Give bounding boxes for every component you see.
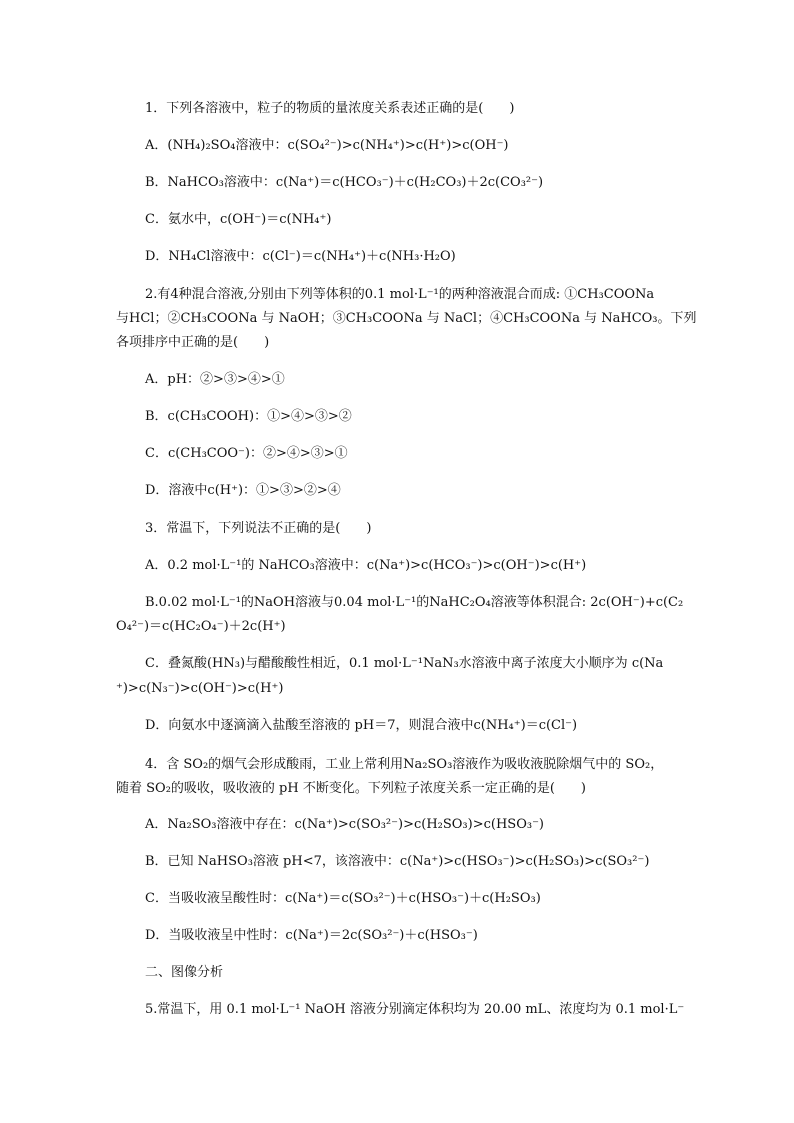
question-3-option-c-line-1: C．叠氮酸(HN₃)与醋酸酸性相近，0.1 mol·L⁻¹NaN₃水溶液中离子浓度大小顺序为 c(Na: [145, 656, 664, 671]
question-1-option-a: A．(NH₄)₂SO₄溶液中：c(SO₄²⁻)>c(NH₄⁺)>c(H⁺)>c(OH⁻): [145, 138, 509, 153]
question-4-stem-line-1: 4．含 SO₂的烟气会形成酸雨，工业上常利用Na₂SO₃溶液作为吸收液脱除烟气中的 SO₂，: [145, 757, 664, 772]
section-heading: 二、图像分析: [145, 965, 224, 980]
question-2-stem-line-2: 与HCl；②CH₃COONa 与 NaOH；③CH₃COONa 与 NaCl；④CH₃COONa 与 NaHCO₃。下列: [116, 311, 697, 326]
question-2-option-a: A．pH：②>③>④>①: [145, 372, 285, 387]
question-1-stem: 1．下列各溶液中，粒子的物质的量浓度关系表述正确的是( ): [145, 101, 515, 116]
question-1-option-d: D．NH₄Cl溶液中：c(Cl⁻)＝c(NH₄⁺)＋c(NH₃·H₂O): [145, 249, 456, 264]
question-1-option-c: C．氨水中，c(OH⁻)＝c(NH₄⁺): [145, 212, 332, 227]
question-2-option-b: B．c(CH₃COOH)：①>④>③>②: [145, 409, 352, 424]
question-1-option-b: B．NaHCO₃溶液中：c(Na⁺)＝c(HCO₃⁻)＋c(H₂CO₃)＋2c(CO₃²⁻): [145, 175, 544, 190]
question-2-option-d: D．溶液中c(H⁺)：①>③>②>④: [145, 483, 341, 498]
question-4-option-d: D．当吸收液呈中性时：c(Na⁺)＝2c(SO₃²⁻)＋c(HSO₃⁻): [145, 928, 478, 943]
question-2-option-c: C．c(CH₃COO⁻)：②>④>③>①: [145, 446, 348, 461]
question-4-option-c: C．当吸收液呈酸性时：c(Na⁺)＝c(SO₃²⁻)＋c(HSO₃⁻)＋c(H₂SO₃): [145, 891, 541, 906]
question-5-stem-line-1: 5.常温下，用 0.1 mol·L⁻¹ NaOH 溶液分别滴定体积均为 20.00 mL、浓度均为 0.1 mol·L⁻: [145, 1002, 685, 1017]
question-3-option-a: A．0.2 mol·L⁻¹的 NaHCO₃溶液中：c(Na⁺)>c(HCO₃⁻)>c(OH⁻)>c(H⁺): [145, 558, 587, 573]
question-4-stem-line-2: 随着 SO₂的吸收，吸收液的 pH 不断变化。下列粒子浓度关系一定正确的是( ): [116, 781, 586, 796]
question-2-stem-line-3: 各项排序中正确的是( ): [116, 335, 270, 350]
question-3-option-c-line-2: ⁺)>c(N₃⁻)>c(OH⁻)>c(H⁺): [116, 681, 284, 696]
question-3-option-b-line-2: O₄²⁻)＝c(HC₂O₄⁻)＋2c(H⁺): [116, 619, 286, 634]
question-4-option-b: B．已知 NaHSO₃溶液 pH<7，该溶液中：c(Na⁺)>c(HSO₃⁻)>c(H₂SO₃)>c(SO₃²⁻): [145, 854, 650, 869]
question-2-stem-line-1: 2.有4种混合溶液,分别由下列等体积的0.1 mol·L⁻¹的两种溶液混合而成: ①CH₃COONa: [145, 287, 655, 302]
question-3-option-b-line-1: B.0.02 mol·L⁻¹的NaOH溶液与0.04 mol·L⁻¹的NaHC₂O₄溶液等体积混合: 2c(OH⁻)+c(C₂: [145, 595, 684, 610]
question-3-option-d: D．向氨水中逐滴滴入盐酸至溶液的 pH＝7，则混合液中c(NH₄⁺)＝c(Cl⁻): [145, 718, 578, 733]
question-4-option-a: A．Na₂SO₃溶液中存在：c(Na⁺)>c(SO₃²⁻)>c(H₂SO₃)>c(HSO₃⁻): [145, 817, 545, 832]
question-3-stem: 3．常温下，下列说法不正确的是( ): [145, 521, 372, 536]
